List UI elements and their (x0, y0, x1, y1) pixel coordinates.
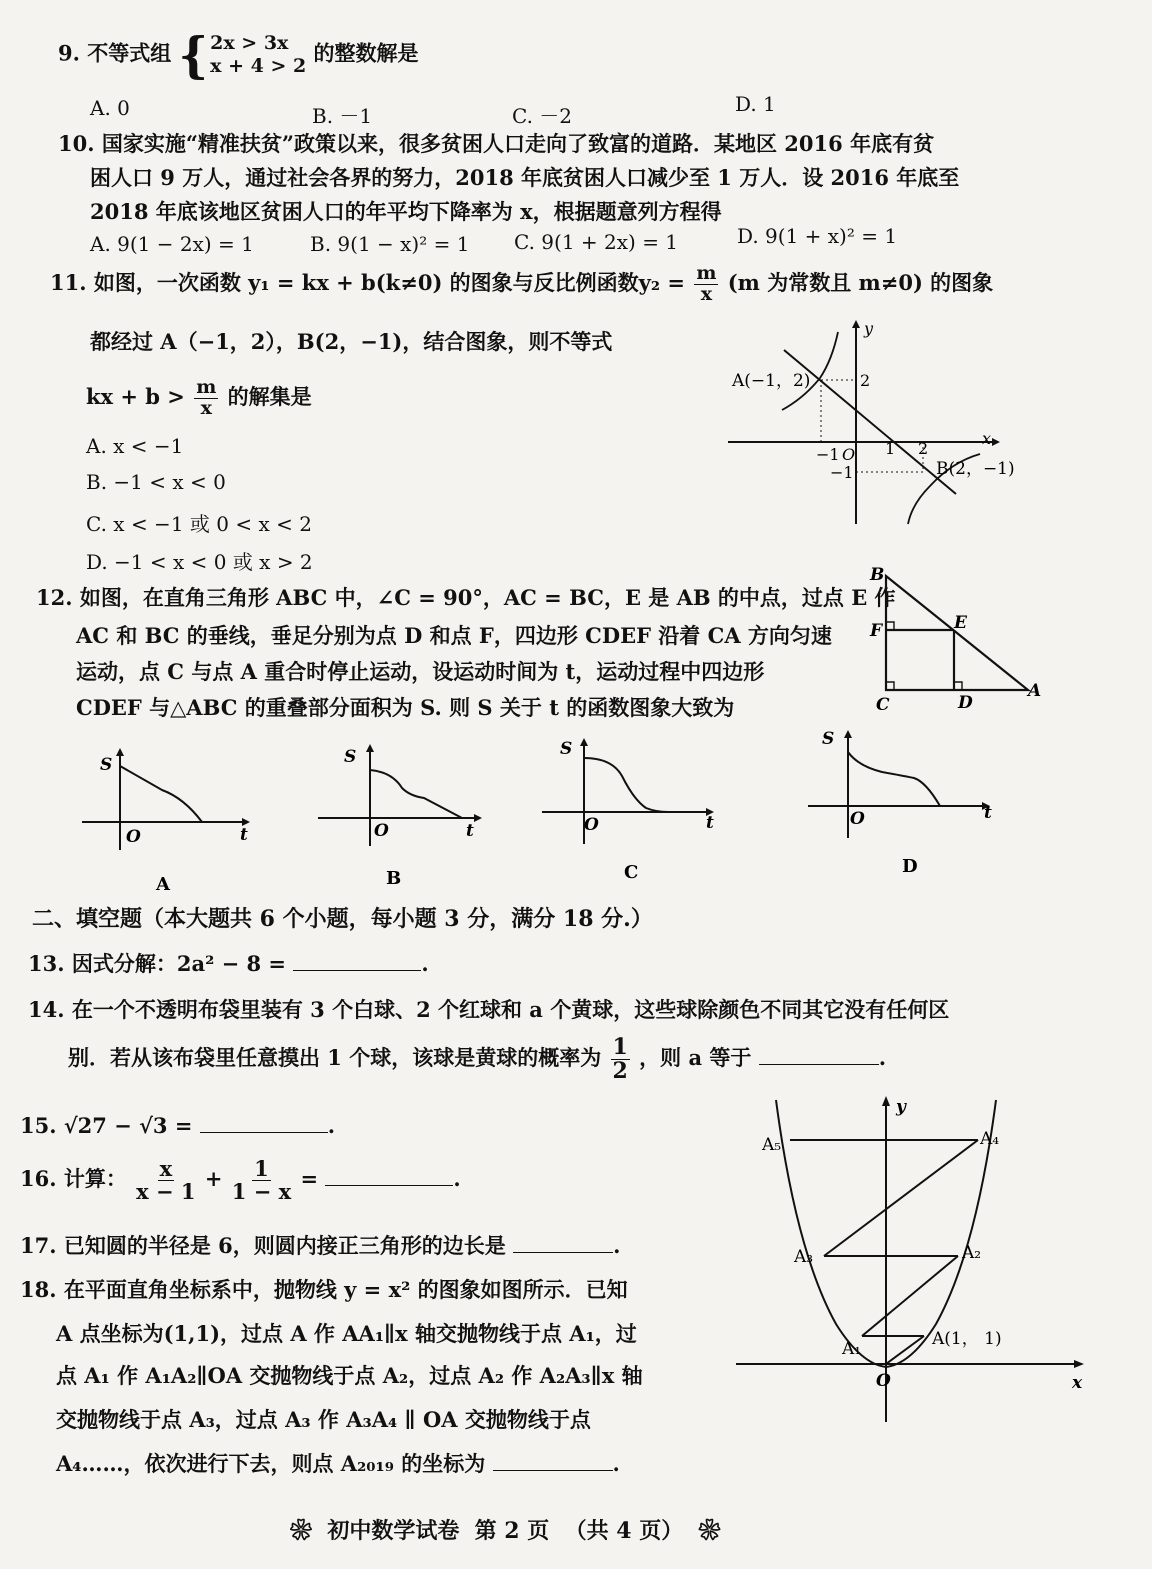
q18-point-a1-label: A₁ (842, 1339, 862, 1359)
q12-right-angle-f-icon (886, 622, 894, 630)
q12-graph-c-y-arrow-icon (580, 738, 588, 746)
q12-graph-a-curve (120, 766, 202, 822)
q18-x-arrow-icon (1074, 1360, 1084, 1368)
q9-stem-pre: 9. 不等式组 (58, 40, 172, 66)
q18-point-a2-label: A₂ (962, 1243, 982, 1263)
q12-graph-d-option-label: D (902, 856, 918, 877)
q12-graph-b-curve (370, 770, 462, 818)
q11-y-tick-2: 2 (860, 371, 871, 390)
q11-x-arrow-icon (992, 438, 1000, 446)
q11-point-b-label: B(2，−1) (936, 459, 1015, 479)
q13-answer-blank[interactable] (293, 950, 421, 971)
q18-line-2: A 点坐标为(1,1)，过点 A 作 AA₁∥x 轴交抛物线于点 A₁，过 (56, 1321, 637, 1346)
q11-fraction-inequality: $\frac{m}{x}$ (196, 376, 217, 419)
q12-label-b: B (870, 565, 885, 585)
q12-line-4: CDEF 与△ABC 的重叠部分面积为 S. 则 S 关于 t 的函数图象大致为 (76, 695, 735, 720)
q16-answer-blank[interactable] (325, 1165, 453, 1186)
q12-graph-d-curve (848, 752, 940, 806)
q11-option-d: D. −1 < x < 0 或 x > 2 (86, 550, 313, 574)
q12-graph-a-option-label: A (156, 874, 170, 895)
q11-x-tick-2: 2 (918, 439, 929, 458)
q9-ineq-1: 2x > 3x (210, 32, 289, 55)
q11-x-tick-1: 1 (885, 439, 896, 458)
q12-graph-d-o-label: O (850, 809, 865, 829)
q12-graph-b-t-label: t (466, 821, 474, 841)
q18-answer-blank[interactable] (493, 1450, 613, 1471)
q11-x-label: x (982, 429, 992, 448)
q15: 15. √27 − √3 = . (20, 1113, 336, 1138)
q12-graph-b-s-label: S (344, 747, 357, 767)
q18-y-label: y (896, 1097, 906, 1117)
q11-line-1 (50, 264, 993, 305)
q11-y-tick-neg1: −1 (830, 463, 854, 482)
q9-option-d: D. 1 (735, 92, 776, 116)
q12-graph-b-o-label: O (374, 821, 389, 841)
q11-y-arrow-icon (852, 320, 860, 328)
q12-label-d: D (958, 693, 973, 713)
q11-point-a-label: A(−1，2) (732, 371, 811, 391)
q12-graph-d (806, 722, 1006, 882)
q16-fraction-1: $\frac{x}{x - 1}$ (136, 1156, 196, 1205)
q16: 16. 计算： $\frac{x}{x - 1}$ + $\frac{1}{1 - x}$ = . (20, 1156, 461, 1205)
q18-line-4: 交抛物线于点 A₃，过点 A₃ 作 A₃A₄ ∥ OA 交抛物线于点 (56, 1407, 591, 1432)
q11-line-1-post: (m 为常数且 m≠0) 的图象 (727, 269, 994, 295)
q16-fraction-2: $\frac{1}{1 - x}$ (231, 1156, 292, 1205)
q18-x-label: x (1072, 1373, 1083, 1393)
q18-point-a4-label: A₄ (980, 1129, 1000, 1149)
q9-ineq-2: x + 4 > 2 (210, 55, 307, 77)
page-footer: ❀ 初中数学试卷 第 2 页 （共 4 页） ❀ (290, 1518, 721, 1544)
q18-segment-a3a4 (824, 1140, 978, 1256)
q11-option-a: A. x < −1 (86, 434, 184, 458)
section-2-heading: 二、填空题（本大题共 6 个小题，每小题 3 分，满分 18 分.） (32, 906, 653, 932)
q12-line-3: 运动，点 C 与点 A 重合时停止运动，设运动时间为 t，运动过程中四边形 (76, 659, 765, 684)
q11-graph (720, 314, 1040, 530)
q9-option-b: B. －1 (312, 104, 373, 128)
q9-option-a: A. 0 (90, 96, 130, 120)
q10-line-1: 10. 国家实施“精准扶贫”政策以来，很多贫困人口走向了致富的道路．某地区 2016 年底有贫 (58, 131, 935, 156)
q11-fraction-m-over-x: $\frac{m}{x}$ (696, 262, 717, 305)
q10-option-c: C. 9(1 + 2x) = 1 (514, 230, 679, 254)
q12-label-a: A (1028, 681, 1042, 701)
q12-label-c: C (876, 695, 890, 715)
q12-graph-c-s-label: S (560, 739, 573, 759)
q17-answer-blank[interactable] (513, 1232, 613, 1253)
q11-line-1-pre: 11. 如图，一次函数 y₁ = kx + b(k≠0) 的图象与反比例函数y₂ = (50, 269, 685, 295)
q9-inequality-system: { 2x > 3x x + 4 > 2 (178, 26, 307, 84)
q12-graph-d-t-label: t (984, 803, 992, 823)
q10-option-a: A. 9(1 − 2x) = 1 (90, 232, 254, 256)
q12-graph-a-y-arrow-icon (116, 748, 124, 756)
q18-point-a3-label: A₃ (794, 1247, 814, 1267)
q12-line-2: AC 和 BC 的垂线，垂足分别为点 D 和点 F，四边形 CDEF 沿着 CA 方向匀速 (76, 623, 832, 648)
q12-graph-c-t-label: t (706, 813, 714, 833)
q17: 17. 已知圆的半径是 6，则圆内接正三角形的边长是 . (20, 1233, 621, 1258)
q10-option-d: D. 9(1 + x)² = 1 (737, 224, 898, 248)
q12-graph-d-s-label: S (822, 729, 835, 749)
q12-line-1: 12. 如图，在直角三角形 ABC 中，∠C = 90°，AC = BC，E 是 AB 的中点，过点 E 作 (36, 585, 896, 610)
q12-graph-a-o-label: O (126, 827, 141, 847)
q18-point-a-label: A(1， 1) (932, 1329, 1002, 1349)
q18-origin-label: O (876, 1371, 891, 1391)
q12-triangle-figure (862, 560, 1052, 720)
q9-option-c: C. －2 (512, 104, 573, 128)
q18-segment-a1a2 (862, 1256, 958, 1336)
q9-stem (58, 26, 419, 84)
q13-text: 13. 因式分解：2a² − 8 = (28, 951, 286, 976)
q17-text: 17. 已知圆的半径是 6，则圆内接正三角形的边长是 (20, 1233, 506, 1258)
q12-graph-b-y-arrow-icon (366, 744, 374, 752)
q10-line-3: 2018 年底该地区贫困人口的年平均下降率为 x，根据题意列方程得 (90, 199, 722, 224)
q12-label-f: F (870, 621, 883, 641)
q14-answer-blank[interactable] (759, 1044, 879, 1065)
q12-right-angle-d-icon (954, 682, 962, 690)
q11-option-c: C. x < −1 或 0 < x < 2 (86, 512, 312, 536)
q14-fraction-one-half: $\frac{1}{2}$ (612, 1034, 628, 1085)
q11-y-label: y (864, 319, 874, 338)
q12-graph-c-o-label: O (584, 815, 599, 835)
q13: 13. 因式分解：2a² − 8 = . (28, 951, 429, 976)
q12-graph-a-s-label: S (100, 755, 113, 775)
q15-answer-blank[interactable] (200, 1112, 328, 1133)
q10-option-b: B. 9(1 − x)² = 1 (310, 232, 470, 256)
q11-origin-label: O (842, 445, 856, 464)
q12-graph-c-option-label: C (624, 862, 639, 883)
q11-line-3: kx + b > $\frac{m}{x}$ 的解集是 (86, 376, 312, 419)
q11-option-b: B. −1 < x < 0 (86, 470, 226, 494)
q12-graph-d-y-arrow-icon (844, 730, 852, 738)
q14-line-2: 别．若从该布袋里任意摸出 1 个球，该球是黄球的概率为 $\frac{1}{2}$ ，则 a 等于 . (68, 1034, 887, 1085)
q12-graph-c-curve (584, 758, 668, 812)
q12-graph-c (540, 728, 730, 888)
q9-stem-post: 的整数解是 (313, 40, 419, 66)
q18-line-5: A₄……，依次进行下去，则点 A₂₀₁₉ 的坐标为 . (56, 1451, 620, 1476)
q12-graph-b (316, 732, 496, 892)
q18-line-1: 18. 在平面直角坐标系中，抛物线 y = x² 的图象如图所示．已知 (20, 1277, 628, 1302)
q12-graph-b-option-label: B (386, 868, 402, 889)
q12-right-angle-c-icon (886, 682, 894, 690)
q12-graph-a-t-label: t (240, 825, 248, 845)
q14-line-1: 14. 在一个不透明布袋里装有 3 个白球、2 个红球和 a 个黄球，这些球除颜色不同其它没有任何区 (28, 997, 950, 1022)
q10-line-2: 困人口 9 万人，通过社会各界的努力，2018 年底贫困人口减少至 1 万人．设 2016 年底至 (90, 165, 960, 190)
q12-graph-a (80, 740, 260, 900)
q18-y-arrow-icon (882, 1096, 890, 1106)
q18-parabola-graph (736, 1092, 1096, 1432)
q11-x-tick-neg1: −1 (816, 445, 840, 464)
q18-line-3: 点 A₁ 作 A₁A₂∥OA 交抛物线于点 A₂，过点 A₂ 作 A₂A₃∥x 轴 (56, 1363, 643, 1388)
q12-graph-b-x-arrow-icon (474, 814, 482, 822)
q15-text: 15. √27 − √3 = (20, 1113, 193, 1138)
q12-label-e: E (954, 613, 967, 633)
q12-triangle-abc (886, 576, 1028, 690)
q11-line-2: 都经过 A（−1，2），B(2，−1)，结合图象，则不等式 (90, 329, 613, 354)
q18-point-a5-label: A₅ (762, 1135, 782, 1155)
